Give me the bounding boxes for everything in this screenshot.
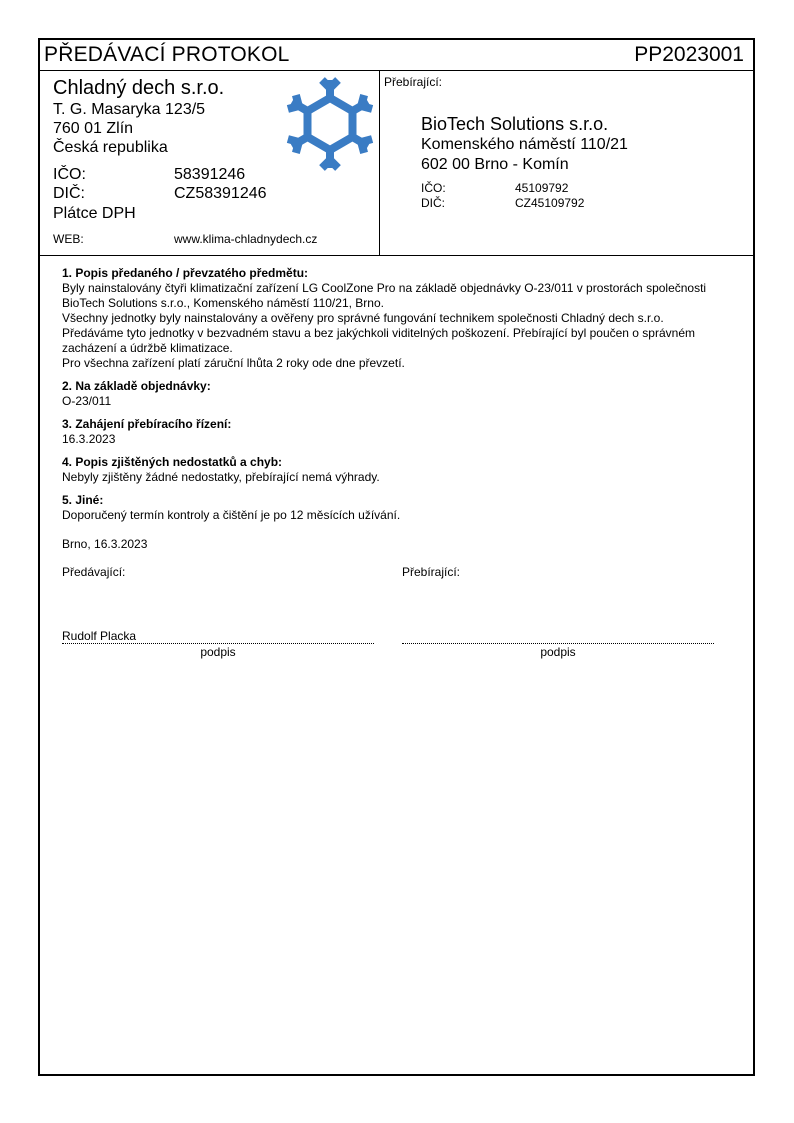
handover-name: Rudolf Placka bbox=[62, 629, 137, 643]
supplier-city: 760 01 Zlín bbox=[53, 120, 134, 137]
web-label: WEB: bbox=[53, 232, 84, 246]
section-line: Všechny jednotky byly nainstalovány a ověřeny pro správné fungování technikem společnosti Chladný dech s.r.o. bbox=[62, 311, 664, 325]
snowflake-icon bbox=[286, 76, 374, 172]
receiver-ico-label: IČO: bbox=[421, 181, 446, 195]
supplier-ids bbox=[53, 165, 373, 223]
section-heading: 2. Na základě objednávky: bbox=[62, 379, 211, 393]
parties-section bbox=[40, 70, 753, 256]
section-heading: 5. Jiné: bbox=[62, 493, 104, 507]
signature-caption: podpis bbox=[540, 645, 576, 659]
section-heading: 4. Popis zjištěných nedostatků a chyb: bbox=[62, 455, 283, 469]
section-line: Předáváme tyto jednotky v bezvadném stavu a bez jakýchkoli viditelných poškození. Přebírající byl poučen o správném bbox=[62, 326, 695, 340]
section-line: Nebyly zjištěny žádné nedostatky, přebírající nemá výhrady. bbox=[62, 470, 380, 484]
document-number: PP2023001 bbox=[634, 43, 744, 66]
receiver-heading: Přebírající: bbox=[384, 75, 443, 89]
supplier-ico-label: IČO: bbox=[53, 166, 86, 183]
supplier-street: T. G. Masaryka 123/5 bbox=[53, 101, 206, 118]
receiver-dic-value: CZ45109792 bbox=[515, 196, 585, 210]
section-order bbox=[62, 379, 732, 409]
title-row bbox=[40, 40, 753, 71]
section-heading: 1. Popis předaného / převzatého předmětu: bbox=[62, 266, 309, 280]
section-line: O-23/011 bbox=[62, 394, 112, 408]
signature-line bbox=[62, 643, 374, 644]
supplier-dic-label: DIČ: bbox=[53, 185, 85, 202]
handover-signature bbox=[62, 565, 374, 659]
receiver-name: BioTech Solutions s.r.o. bbox=[421, 114, 609, 134]
receiver-dic-row bbox=[421, 196, 628, 211]
section-other bbox=[62, 493, 732, 523]
receiver-sign-label: Přebírající: bbox=[402, 565, 461, 579]
receiver-street: Komenského náměstí 110/21 bbox=[421, 136, 628, 153]
receiver-dic-label: DIČ: bbox=[421, 196, 445, 210]
supplier-ico-value: 58391246 bbox=[174, 166, 246, 183]
document-title: PŘEDÁVACÍ PROTOKOL bbox=[44, 43, 290, 66]
protocol-content bbox=[62, 266, 732, 552]
receiver-city: 602 00 Brno - Komín bbox=[421, 156, 569, 173]
section-line: zacházení a údržbě klimatizace. bbox=[62, 341, 233, 355]
supplier-dic-value: CZ58391246 bbox=[174, 185, 267, 202]
receiver-signature bbox=[402, 565, 714, 659]
signature-line bbox=[402, 643, 714, 644]
section-line: Byly nainstalovány čtyři klimatizační zařízení LG CoolZone Pro na základě objednávky O-23/011 v prostorách společnosti bbox=[62, 281, 707, 295]
receiver-ids bbox=[421, 181, 628, 211]
column-divider bbox=[379, 70, 380, 255]
place-date: Brno, 16.3.2023 bbox=[62, 537, 148, 551]
supplier-name: Chladný dech s.r.o. bbox=[53, 77, 225, 99]
receiver-block bbox=[421, 113, 628, 211]
receiver-ico-value: 45109792 bbox=[515, 181, 569, 195]
signature-caption: podpis bbox=[200, 645, 236, 659]
supplier-country: Česká republika bbox=[53, 139, 168, 156]
supplier-web-row bbox=[53, 232, 317, 246]
supplier-dic-row bbox=[53, 184, 373, 203]
receiver-ico-row bbox=[421, 181, 628, 196]
protocol-frame bbox=[38, 38, 755, 1076]
section-subject bbox=[62, 266, 732, 371]
section-line: 16.3.2023 bbox=[62, 432, 116, 446]
section-line: Pro všechna zařízení platí záruční lhůta 2 roky ode dne převzetí. bbox=[62, 356, 405, 370]
web-value: www.klima-chladnydech.cz bbox=[174, 232, 318, 246]
signature-area bbox=[62, 565, 732, 665]
vat-payer-note: Plátce DPH bbox=[53, 205, 136, 222]
section-line: BioTech Solutions s.r.o., Komenského náměstí 110/21, Brno. bbox=[62, 296, 384, 310]
section-defects bbox=[62, 455, 732, 485]
section-start-date bbox=[62, 417, 732, 447]
section-heading: 3. Zahájení přebíracího řízení: bbox=[62, 417, 232, 431]
handover-label: Předávající: bbox=[62, 565, 126, 579]
section-line: Doporučený termín kontroly a čištění je po 12 měsících užívání. bbox=[62, 508, 401, 522]
